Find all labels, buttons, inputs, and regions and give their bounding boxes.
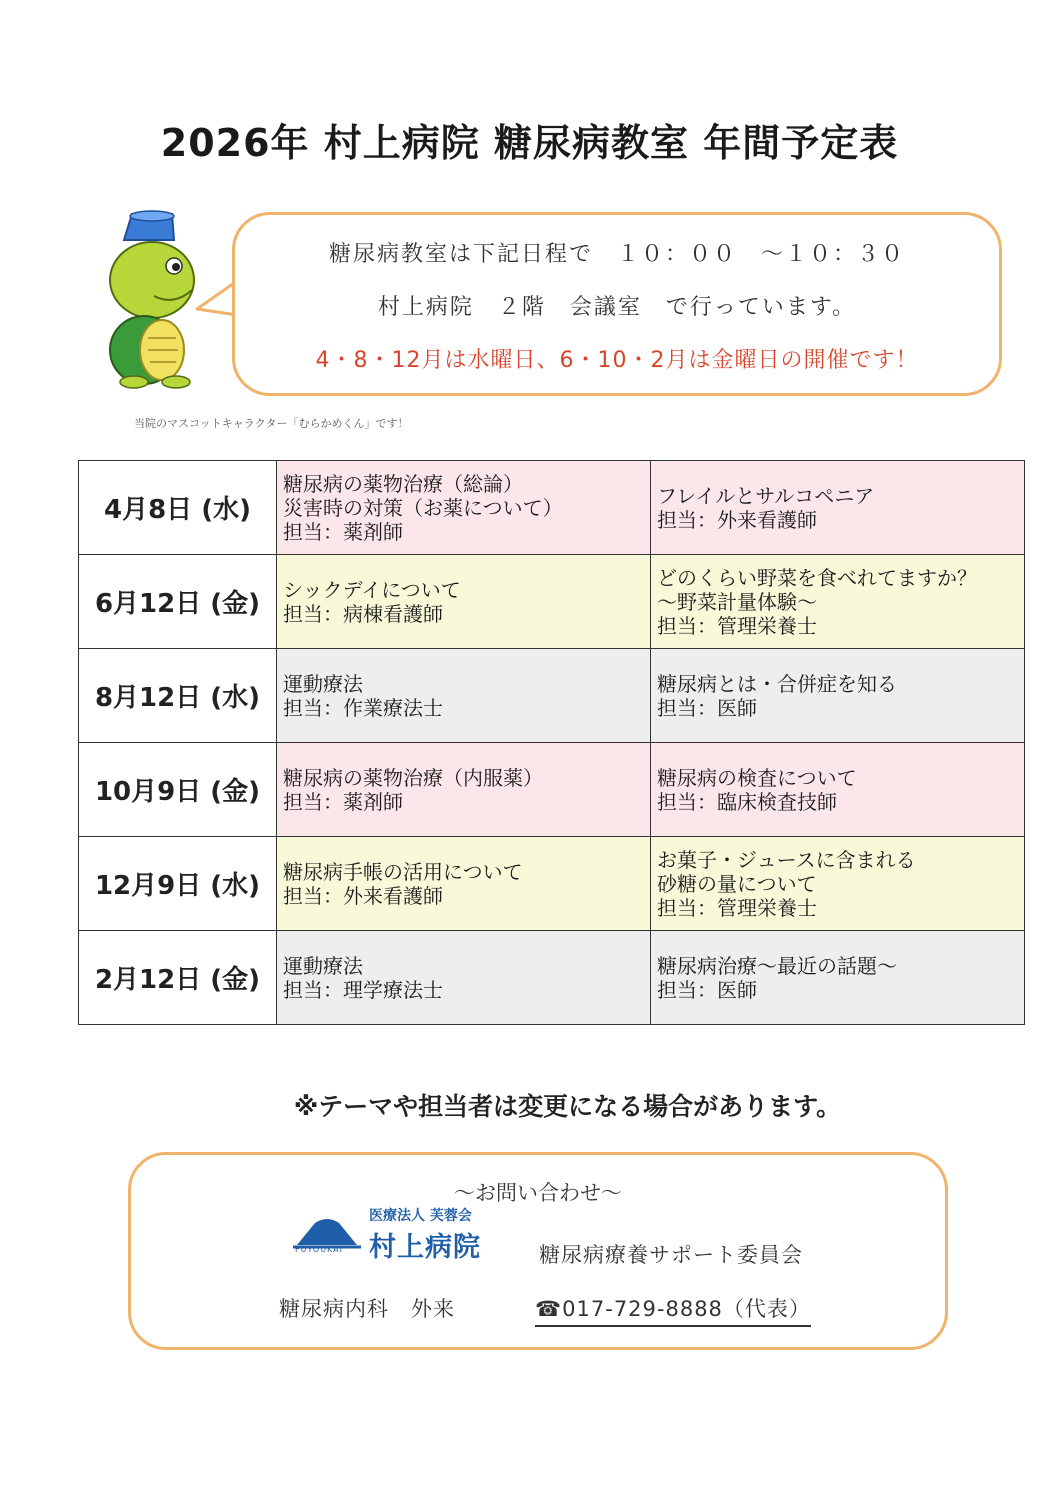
staff-line: 担当：外来看護師 <box>657 507 817 532</box>
table-row <box>79 837 1025 931</box>
session-date: 4月8日 (水) <box>79 461 277 555</box>
phone-number: ☎017-729-8888（代表） <box>535 1293 811 1327</box>
info-place-line: 村上病院 ２階 会議室 で行っています。 <box>377 295 857 320</box>
session-date: 2月12日 (金) <box>79 931 277 1025</box>
department-name: 糖尿病内科 外来 <box>279 1297 455 1321</box>
session-topic-left <box>277 461 651 555</box>
staff-line: 担当：医師 <box>657 977 757 1002</box>
staff-line: 担当：理学療法士 <box>283 977 443 1002</box>
topic-line: ～野菜計量体験～ <box>657 589 817 614</box>
topic-line: フレイルとサルコペニア <box>657 483 875 508</box>
info-speech-bubble <box>232 212 1002 396</box>
session-topic-right <box>651 461 1025 555</box>
page-title: 2026年 村上病院 糖尿病教室 年間予定表 <box>160 121 899 165</box>
topic-line: 砂糖の量について <box>657 871 817 896</box>
committee-name: 糖尿病療養サポート委員会 <box>539 1243 803 1267</box>
session-date: 10月9日 (金) <box>79 743 277 837</box>
table-row <box>79 649 1025 743</box>
staff-line: 担当：病棟看護師 <box>283 601 443 626</box>
contact-heading: ～お問い合わせ～ <box>454 1181 622 1205</box>
topic-line: シックデイについて <box>283 577 461 602</box>
staff-line: 担当：作業療法士 <box>283 695 443 720</box>
session-topic-left <box>277 931 651 1025</box>
staff-line: 担当：外来看護師 <box>283 883 443 908</box>
table-row <box>79 555 1025 649</box>
change-notice: ※テーマや担当者は変更になる場合があります。 <box>293 1092 842 1121</box>
topic-line: 運動療法 <box>283 671 363 696</box>
logo-hospital-name: 村上病院 <box>369 1232 481 1263</box>
topic-line: 糖尿病の薬物治療（総論） <box>283 471 523 496</box>
topic-line: どのくらい野菜を食べれてますか？ <box>657 565 977 590</box>
session-topic-right <box>651 837 1025 931</box>
staff-line: 担当：管理栄養士 <box>657 895 817 920</box>
table-row <box>79 461 1025 555</box>
table-row <box>79 743 1025 837</box>
logo-roman-name: FUYOUKAI <box>295 1245 343 1254</box>
topic-line: 糖尿病治療～最近の話題～ <box>657 953 897 978</box>
topic-line: 運動療法 <box>283 953 363 978</box>
session-topic-left <box>277 649 651 743</box>
topic-line: 災害時の対策（お薬について） <box>283 495 563 520</box>
contact-box <box>128 1152 948 1350</box>
session-topic-right <box>651 555 1025 649</box>
schedule-table <box>78 460 1025 1025</box>
topic-line: 糖尿病とは・合併症を知る <box>657 671 897 696</box>
staff-line: 担当：管理栄養士 <box>657 613 817 638</box>
topic-line: お菓子・ジュースに含まれる <box>657 847 916 872</box>
session-topic-left <box>277 555 651 649</box>
topic-line: 糖尿病手帳の活用について <box>283 859 523 884</box>
session-date: 6月12日 (金) <box>79 555 277 649</box>
mascot-caption: 当院のマスコットキャラクター「むらかめくん」です！ <box>134 417 409 430</box>
staff-line: 担当：臨床検査技師 <box>657 789 837 814</box>
session-topic-right <box>651 649 1025 743</box>
session-topic-left <box>277 743 651 837</box>
topic-line: 糖尿病の薬物治療（内服薬） <box>283 765 543 790</box>
session-date: 8月12日 (水) <box>79 649 277 743</box>
info-weekday-line: 4・8・12月は水曜日、6・10・2月は金曜日の開催です！ <box>315 348 919 373</box>
topic-line: 糖尿病の検査について <box>657 765 857 790</box>
staff-line: 担当：薬剤師 <box>283 519 403 544</box>
session-topic-left <box>277 837 651 931</box>
staff-line: 担当：医師 <box>657 695 757 720</box>
table-row <box>79 931 1025 1025</box>
session-topic-right <box>651 743 1025 837</box>
session-topic-right <box>651 931 1025 1025</box>
session-date: 12月9日 (水) <box>79 837 277 931</box>
info-time-line: 糖尿病教室は下記日程で １０：００ ～１０：３０ <box>328 242 905 267</box>
logo-corporation-name: 医療法人 芙蓉会 <box>369 1208 472 1224</box>
staff-line: 担当：薬剤師 <box>283 789 403 814</box>
